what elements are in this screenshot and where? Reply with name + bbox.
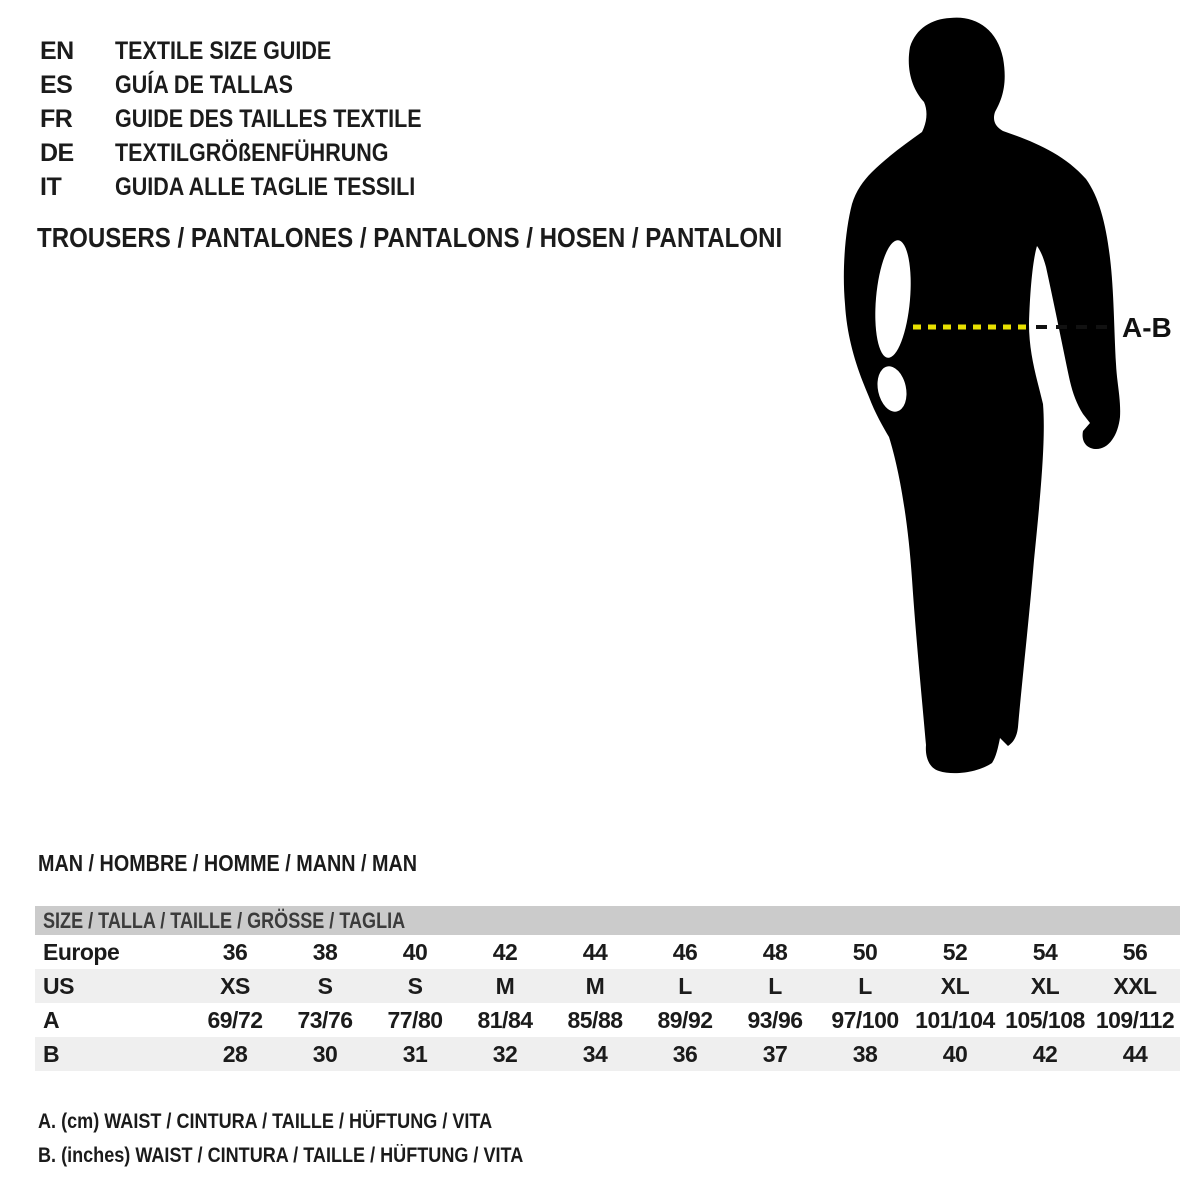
note-a-cm [38,1110,566,1134]
language-code: EN [40,37,74,65]
table-row-b-inches [35,1037,1180,1071]
size-cell: L [858,972,872,999]
size-cell: L [678,972,692,999]
size-cell: 105/108 [1005,1006,1085,1033]
size-cell: 31 [402,1040,428,1067]
size-cell: 32 [492,1040,518,1067]
size-cell: 81/84 [477,1006,533,1033]
size-cell: 36 [222,938,248,965]
size-cell: 109/112 [1095,1006,1175,1033]
size-cell: 46 [672,938,698,965]
size-cell: 42 [492,938,518,965]
size-cell: 42 [1032,1040,1058,1067]
size-cell: XXL [1113,972,1157,999]
size-cell: 40 [402,938,428,965]
size-cell: M [495,972,515,999]
size-cell: S [407,972,423,999]
row-label: B [43,1040,60,1067]
row-label: Europe [43,938,120,965]
size-cell: 85/88 [567,1006,623,1033]
size-cell: 44 [582,938,608,965]
note-b-inches [38,1144,602,1168]
language-title-text: GUIDA ALLE TAGLIE TESSILI [115,173,416,201]
section-heading-text: MAN / HOMBRE / HOMME / MANN / MAN [38,850,418,876]
size-cell: 36 [672,1040,698,1067]
table-row-europe [35,935,1180,969]
table-row-a-cm [35,1003,1180,1037]
section-heading [38,850,479,876]
size-cell: 69/72 [207,1006,263,1033]
language-code: FR [40,105,73,133]
size-cell: 44 [1122,1040,1148,1067]
size-cell: S [317,972,333,999]
category-heading-text: TROUSERS / PANTALONES / PANTALONS / HOSEN / PANTALONI [37,222,783,253]
table-row-us [35,969,1180,1003]
size-cell: 30 [312,1040,338,1067]
size-cell: 77/80 [387,1006,443,1033]
size-cell: 97/100 [831,1006,899,1033]
size-table-header-text: SIZE / TALLA / TAILLE / GRÖSSE / TAGLIA [43,907,406,933]
language-code: DE [40,139,74,167]
row-label: US [43,972,74,999]
size-cell: XS [220,972,250,999]
size-cell: XL [940,972,970,999]
size-cell: 48 [762,938,788,965]
size-cell: XL [1030,972,1060,999]
size-cell: 89/92 [657,1006,713,1033]
size-cell: M [585,972,605,999]
language-title-text: TEXTILE SIZE GUIDE [115,37,332,65]
size-cell: 38 [852,1040,878,1067]
size-cell: 40 [942,1040,968,1067]
size-table-header [35,906,1180,935]
size-cell: 56 [1122,938,1148,965]
size-table [35,906,1180,1071]
size-cell: 38 [312,938,338,965]
language-code: IT [40,173,62,201]
size-cell: 50 [852,938,878,965]
size-cell: 54 [1032,938,1058,965]
note-a-text: A. (cm) WAIST / CINTURA / TAILLE / HÜFTUNG / VITA [38,1110,493,1133]
row-label: A [43,1006,60,1033]
size-cell: 34 [582,1040,608,1067]
note-b-text: B. (inches) WAIST / CINTURA / TAILLE / HÜFTUNG / VITA [38,1144,524,1167]
language-title-text: TEXTILGRÖßENFÜHRUNG [115,139,389,167]
size-cell: 101/104 [915,1006,995,1033]
size-cell: 37 [762,1040,788,1067]
size-cell: 52 [942,938,968,965]
size-cell: 73/76 [297,1006,353,1033]
language-title-text: GUÍA DE TALLAS [115,71,293,99]
size-cell: 28 [222,1040,248,1067]
size-cell: 93/96 [747,1006,803,1033]
measure-label: A-B [1122,312,1172,343]
language-code: ES [40,71,73,99]
size-cell: L [768,972,782,999]
language-title-text: GUIDE DES TAILLES TEXTILE [115,105,422,133]
